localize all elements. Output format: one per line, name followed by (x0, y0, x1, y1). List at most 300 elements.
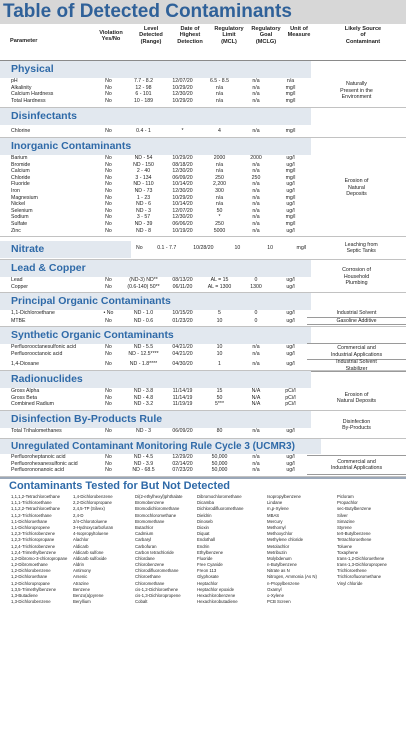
cell-violation: No (105, 155, 112, 161)
cell-level: 3 - 134 (135, 174, 152, 181)
not-detected-item: 1,3-Butadiene (11, 593, 38, 598)
not-detected-item: Benzo(a)pyrene (73, 593, 104, 598)
cell-date: * (181, 128, 184, 134)
cell-violation: No (105, 428, 112, 434)
cell-unit: ug/l (286, 317, 295, 324)
cell-mcl: 10 (234, 244, 241, 251)
cell-level: 7.7 - 8.2 (133, 78, 154, 84)
cell-unit: pCi/l (285, 401, 296, 408)
cell-unit: ug/l (286, 428, 295, 434)
cell-level: ND - 3.8 (133, 388, 154, 394)
source-dioxane: Industrial Solvent Stabilizer (307, 359, 406, 372)
cell-date: 04/30/20 (172, 361, 193, 368)
cell-unit: ug/l (286, 454, 295, 460)
not-detected-item: cis-1,2-Dichloroethene (135, 586, 178, 592)
cell-parameter: Total Hardness (11, 97, 46, 104)
cell-date: 10/29/20 (172, 155, 193, 161)
table-row (0, 454, 307, 461)
cell-violation: No (105, 78, 112, 84)
cell-date: 12/07/20 (172, 207, 193, 214)
table-row (0, 208, 307, 215)
cell-mclg: 10 (267, 244, 274, 251)
table-row (0, 188, 307, 195)
cell-violation: No (105, 128, 112, 134)
cell-parameter: Iron (11, 187, 20, 194)
cell-mcl: 250 (215, 174, 224, 181)
cell-mclg: n/a (252, 201, 260, 208)
cell-parameter: Chloride (11, 174, 31, 181)
cell-date: 06/06/20 (172, 220, 193, 227)
section-dbp (0, 411, 406, 439)
cell-mclg: n/a (252, 84, 260, 91)
cell-unit: ug/l (286, 155, 295, 161)
cell-violation: No (105, 84, 112, 91)
nitrate-table (0, 237, 406, 259)
not-detected-column (337, 494, 397, 605)
section-synthetic-organic (0, 327, 406, 371)
cell-mcl: 15 (216, 388, 223, 394)
lead-copper-table (0, 277, 307, 290)
cell-mcl: * (218, 214, 221, 221)
not-detected-item: Chloromethane (135, 580, 165, 586)
cell-date: 02/14/20 (172, 460, 193, 467)
cell-level: 6 - 101 (135, 91, 152, 98)
not-detected-item: MBAS (267, 512, 280, 518)
cell-mclg: n/a (252, 467, 260, 474)
cell-parameter: Calcium Hardness (11, 91, 54, 98)
cell-parameter: Perfluoroheptanoic acid (11, 454, 66, 460)
table-row (0, 175, 307, 182)
section-radionuclides (0, 371, 406, 411)
cell-parameter: Sulfate (11, 220, 28, 227)
cell-parameter: Alkalinity (11, 84, 32, 91)
section-inorganic (0, 138, 406, 237)
header-source: Likely Source of Contaminant (344, 26, 382, 45)
cell-unit: mg/l (285, 168, 296, 175)
cell-mcl: 50,000 (211, 467, 228, 474)
cell-level: ND - 73 (134, 187, 153, 194)
cell-violation: No (105, 194, 112, 201)
table-row (0, 461, 307, 468)
table-row (0, 395, 307, 402)
cell-violation: No (105, 460, 112, 467)
not-detected-list (0, 494, 406, 605)
ucmr3-table (0, 454, 307, 474)
cell-level: ND - 6 (136, 201, 151, 208)
cell-parameter: Bromide (11, 161, 31, 168)
header-parameter: Parameter (10, 38, 38, 44)
cell-violation: No (105, 361, 112, 368)
header-unit: Unit of Measure (287, 26, 311, 39)
not-detected-item: Dieldrin (197, 512, 212, 518)
cell-level: ND - 1.8**** (129, 361, 158, 368)
not-detected-item: Antimony (73, 568, 91, 574)
not-detected-item: Propachlor (337, 500, 358, 506)
cell-violation: No (105, 467, 112, 474)
cell-unit: ug/l (286, 350, 295, 357)
cell-mclg: n/a (252, 428, 260, 434)
cell-parameter: Total Trihalomethanes (11, 428, 62, 434)
not-detected-item: 2,2-Dichloropropane (73, 500, 112, 506)
not-detected-item: m,p-Xylene (267, 506, 289, 512)
cell-mclg: n/a (252, 227, 260, 234)
not-detected-item: Carbaryl (135, 537, 152, 543)
cell-unit: ug/l (286, 344, 295, 350)
cell-level: ND - 12.5**** (128, 350, 159, 357)
not-detected-item: Isopropylbenzene (267, 494, 301, 499)
table-row (0, 467, 307, 474)
not-detected-item: trans-1,2-Dichloroethene (337, 555, 385, 561)
not-detected-item: Bromochloromethane (135, 512, 177, 518)
cell-mcl: 5*** (215, 401, 224, 408)
section-title-lead-copper: Lead & Copper (0, 260, 311, 277)
section-title-inorganic: Inorganic Contaminants (0, 138, 311, 155)
not-detected-column (267, 494, 337, 605)
not-detected-item: Ethylbenzene (197, 549, 224, 555)
not-detected-item: 2,4-D (73, 512, 84, 518)
cell-mclg: 0 (254, 317, 258, 324)
table-row (0, 91, 307, 98)
section-principal-organic (0, 293, 406, 327)
cell-level: (ND-3) ND** (129, 277, 158, 283)
cell-parameter: Perfluorooctanoic acid (11, 350, 63, 357)
not-detected-item: Cobalt (135, 599, 148, 605)
cell-violation: No (105, 168, 112, 175)
table-row (0, 401, 307, 408)
not-detected-item: Toxaphene (337, 549, 359, 555)
cell-unit: mg/l (285, 214, 296, 221)
cell-violation: No (105, 394, 112, 401)
not-detected-item: Bromomethane (135, 518, 165, 524)
table-row (0, 181, 307, 188)
section-title-physical: Physical (0, 61, 311, 78)
not-detected-item: PCB Screen (267, 599, 291, 605)
cell-unit: ug/l (286, 207, 295, 214)
section-title-ucmr3: Unregulated Contaminant Monitoring Rule Cycle 3 (UCMR3) (0, 439, 321, 454)
not-detected-item: 4-Isopropyltoluene (73, 531, 109, 537)
not-detected-item: cis-1,3-Dichloropropene (135, 593, 181, 598)
cell-violation: No (135, 244, 143, 251)
not-detected-item: Oxamyl (267, 586, 282, 592)
source-physical: Naturally Present in the Environment (340, 81, 373, 101)
not-detected-item: Trichloroethene (337, 568, 367, 574)
cell-level: ND - 3.9 (133, 460, 154, 467)
cell-parameter: Chlorine (11, 128, 31, 134)
cell-source: Gasoline Additive (307, 317, 406, 325)
not-detected-item: 1,3,5-Trimethylbenzene (11, 586, 56, 592)
cell-violation: No (105, 277, 112, 283)
cell-date: 12/30/20 (172, 168, 193, 175)
cell-level: 12 - 98 (135, 84, 152, 91)
header-date: Date of Highest Detection (177, 26, 203, 45)
not-detected-item: Hexachlorobenzene (197, 593, 236, 598)
cell-mclg: 0 (254, 310, 258, 317)
cell-date: 10/29/20 (172, 194, 193, 201)
cell-parameter: Magnesium (11, 194, 38, 201)
cell-mclg: 0 (254, 277, 258, 283)
table-row (0, 310, 406, 317)
table-row (0, 195, 307, 202)
cell-date: 08/18/20 (172, 161, 193, 168)
cell-violation: No (105, 207, 112, 214)
table-header (0, 24, 406, 61)
cell-violation: No (105, 174, 112, 181)
cell-mcl: 50 (216, 207, 223, 214)
principal-organic-table (0, 310, 406, 325)
cell-unit: ug/l (286, 460, 295, 467)
not-detected-item: 1,3-Dichlorobenzene (11, 599, 51, 605)
cell-parameter: Zinc (11, 227, 21, 234)
cell-parameter: Nickel (11, 201, 26, 208)
not-detected-item: Bromodichloromethane (135, 506, 180, 512)
not-detected-item: Mercury (267, 518, 283, 524)
cell-parameter: Copper (11, 283, 29, 290)
cell-date: 04/21/20 (172, 350, 193, 357)
cell-level: ND - 3 (136, 428, 151, 434)
cell-mclg: n/a (252, 161, 260, 168)
table-row (0, 168, 307, 175)
not-detected-item: Nitrogen, Ammonia (As N) (267, 574, 317, 580)
table-row (0, 221, 307, 228)
not-detected-item: 1,2,4-Trichlorobenzene (11, 543, 56, 549)
cell-unit: ug/l (286, 283, 295, 290)
not-detected-column (73, 494, 135, 605)
cell-mclg: n/a (252, 344, 260, 350)
cell-mclg: n/a (252, 97, 260, 104)
not-detected-item: trans-1,3-Dichloropropene (337, 562, 387, 568)
cell-unit: mg/l (285, 194, 296, 201)
cell-date: 10/19/20 (172, 227, 193, 234)
cell-mcl: 6.5 - 8.5 (209, 78, 230, 84)
cell-level: ND - 68.5 (132, 467, 155, 474)
not-detected-item: 1,4-Dichlorobenzene (73, 494, 113, 499)
source-inorganic: Erosion of Natural Deposits (344, 178, 369, 198)
cell-date: 12/07/20 (172, 78, 193, 84)
not-detected-item: Methoxychlor (267, 531, 293, 537)
cell-date: 12/30/20 (172, 91, 193, 98)
not-detected-item: Dinoseb (197, 518, 213, 524)
not-detected-item: Alachlor (73, 537, 89, 543)
cell-mclg: 250 (251, 174, 261, 181)
cell-mcl: 50,000 (211, 454, 228, 460)
cell-violation: No (105, 214, 112, 221)
not-detected-item: Simazine (337, 518, 355, 524)
cell-source: Industrial Solvent (307, 310, 406, 317)
cell-violation: No (105, 181, 112, 188)
cell-parameter: Gross Beta (11, 394, 37, 401)
not-detected-item: Molybdenum (267, 555, 292, 561)
section-ucmr3 (0, 439, 406, 477)
cell-violation: No (105, 187, 112, 194)
cell-date: 06/09/20 (172, 174, 193, 181)
cell-parameter: Selenium (11, 207, 33, 214)
cell-unit: ug/l (286, 361, 295, 368)
cell-date: 10/14/20 (172, 181, 193, 188)
header-level: Level Detected (Range) (139, 26, 163, 45)
table-row (0, 78, 307, 85)
cell-parameter: Fluoride (11, 181, 30, 188)
cell-parameter: Calcium (11, 168, 30, 175)
not-detected-item: 1,1,1,2-Tetrachloroethane (11, 494, 60, 499)
cell-mcl: 250 (215, 220, 224, 227)
header-mcl: Regulatory Limit (MCL) (214, 26, 244, 45)
cell-mclg: n/a (252, 187, 260, 194)
table-row (0, 155, 307, 162)
cell-parameter: Sodium (11, 214, 29, 221)
not-detected-item: tert-Butylbenzene (337, 531, 371, 537)
cell-mclg: n/a (252, 361, 260, 368)
cell-mcl: n/a (215, 168, 224, 175)
cell-violation: No (105, 201, 112, 208)
cell-mcl: 1 (218, 361, 221, 368)
section-title-principal-organic: Principal Organic Contaminants (0, 293, 311, 310)
table-row (0, 128, 307, 135)
cell-mcl: 10 (216, 344, 223, 350)
not-detected-item: Methylene chloride (267, 537, 304, 543)
cell-mcl: 300 (215, 187, 224, 194)
inorganic-table (0, 155, 307, 234)
cell-mclg: n/a (252, 350, 260, 357)
cell-mclg: n/a (252, 168, 260, 175)
cell-violation: • No (103, 310, 114, 317)
cell-violation: No (105, 97, 112, 104)
cell-unit: ug/l (286, 467, 295, 474)
cell-mcl: n/a (215, 201, 224, 208)
cell-mclg: 1300 (250, 283, 262, 290)
not-detected-item: Silver (337, 512, 348, 518)
not-detected-column (11, 494, 73, 605)
cell-date: 11/14/19 (172, 394, 193, 401)
cell-parameter: MTBE (11, 317, 26, 324)
not-detected-column (135, 494, 197, 605)
cell-mcl: n/a (215, 91, 224, 98)
not-detected-item: Aldicarb sulfoxide (73, 555, 107, 561)
cell-level: ND - 5.5 (133, 344, 154, 350)
not-detected-item: Heptachlor (197, 580, 218, 586)
cell-unit: mg/l (285, 128, 296, 134)
not-detected-item: Cadmium (135, 531, 154, 537)
cell-violation: No (105, 220, 112, 227)
cell-mcl: 80 (216, 428, 223, 434)
cell-parameter: Barium (11, 155, 28, 161)
cell-date: 07/23/20 (172, 467, 193, 474)
not-detected-item: Tetrachloroethene (337, 537, 372, 543)
cell-mcl: 50 (216, 394, 223, 401)
cell-unit: mg/l (285, 97, 296, 104)
cell-level: 0.4 - 1 (136, 128, 151, 134)
cell-mcl: n/a (215, 97, 224, 104)
table-row (0, 214, 307, 221)
table-row (0, 344, 307, 351)
not-detected-item: Benzene (73, 586, 90, 592)
not-detected-item: Dicamba (197, 500, 214, 506)
radionuclides-table (0, 388, 307, 408)
table-row (0, 284, 307, 291)
disinfectants-table (0, 128, 307, 135)
source-lead-copper: Corrosion of Household Plumbing (342, 267, 371, 287)
cell-date: 04/21/20 (172, 344, 193, 350)
not-detected-item: Endothall (197, 537, 215, 543)
cell-date: 12/29/20 (172, 454, 193, 460)
cell-unit: ug/l (286, 161, 295, 168)
not-detected-item: Aldicarb sulfone (73, 549, 104, 555)
not-detected-item: Chlorobenzene (135, 562, 165, 568)
not-detected-item: 2/4-Chlorotoluene (73, 518, 108, 524)
source-ucmr3: Commercial and Industrial Applications (307, 455, 406, 475)
not-detected-item: 1,1,1-Trichloroethane (11, 500, 52, 506)
not-detected-item (337, 599, 397, 605)
not-detected-item: 1,1,2,2-Tetrachloroethane (11, 506, 60, 512)
cell-level: ND - 3 (136, 207, 151, 214)
not-detected-item: Diquat (197, 531, 210, 537)
not-detected-item: Aldicarb (73, 543, 89, 549)
cell-unit: mg/l (285, 174, 296, 181)
cell-unit: ug/l (286, 277, 295, 283)
not-detected-item: n-Butylbenzene (267, 562, 297, 568)
cell-level: ND - 1.0 (133, 310, 154, 317)
cell-date: 10/28/20 (193, 244, 214, 251)
not-detected-item: Bromobenzene (135, 500, 165, 506)
not-detected-item: Carbon tetrachloride (135, 549, 174, 555)
cell-parameter: pH (11, 78, 18, 84)
section-title-radionuclides: Radionuclides (0, 371, 311, 388)
cell-level: 2 - 40 (136, 168, 151, 175)
cell-mcl: 2000 (213, 155, 226, 161)
cell-unit: mg/l (285, 220, 296, 227)
cell-violation: No (105, 161, 112, 168)
not-detected-item: Chlordane (135, 555, 155, 561)
not-detected-item: Picloram (337, 494, 354, 499)
cell-parameter: Gross Alpha (11, 388, 40, 394)
cell-date: 12/30/20 (172, 214, 193, 221)
table-row (0, 98, 307, 105)
not-detected-item: Atrazine (73, 580, 89, 586)
cell-mclg: n/a (252, 207, 260, 214)
section-physical (0, 61, 406, 108)
not-detected-item: 2,4,5-TP (Silvex) (73, 506, 105, 512)
cell-date: 06/09/20 (172, 428, 193, 434)
cell-level: ND - 150 (133, 161, 154, 168)
cell-level: ND - 4.5 (133, 454, 154, 460)
cell-mcl: 10 (216, 350, 223, 357)
not-detected-item: o-Xylene (267, 593, 284, 598)
cell-mclg: n/a (252, 220, 260, 227)
cell-level: (0.6-140) 50** (127, 283, 160, 290)
not-detected-item: Methomyl (267, 524, 286, 530)
cell-parameter: Combined Radium (11, 401, 54, 408)
cell-level: ND - 3.2 (133, 401, 154, 408)
cell-violation: No (105, 388, 112, 394)
cell-mclg: N/A (251, 388, 261, 394)
section-disinfectants (0, 108, 406, 138)
cell-level: 10 - 189 (133, 97, 154, 104)
cell-level: ND - 54 (134, 155, 153, 161)
cell-date: 10/29/20 (172, 97, 193, 104)
not-detected-item: Chloroethane (135, 574, 161, 580)
cell-level: ND - 39 (134, 220, 153, 227)
table-row (0, 388, 307, 395)
not-detected-item: 1,2,3-Trichloropropane (11, 537, 55, 543)
not-detected-item: sec-Butylbenzene (337, 506, 372, 512)
cell-mcl: n/a (215, 161, 224, 168)
section-title-disinfectants: Disinfectants (0, 108, 311, 125)
cell-parameter: Perfluorooctanesulfonic acid (11, 344, 77, 350)
section-title-synthetic-organic: Synthetic Organic Contaminants (0, 327, 311, 344)
dbp-table (0, 428, 307, 435)
table-row (0, 428, 307, 435)
cell-date: 10/29/20 (172, 84, 193, 91)
cell-unit: ug/l (286, 227, 295, 234)
